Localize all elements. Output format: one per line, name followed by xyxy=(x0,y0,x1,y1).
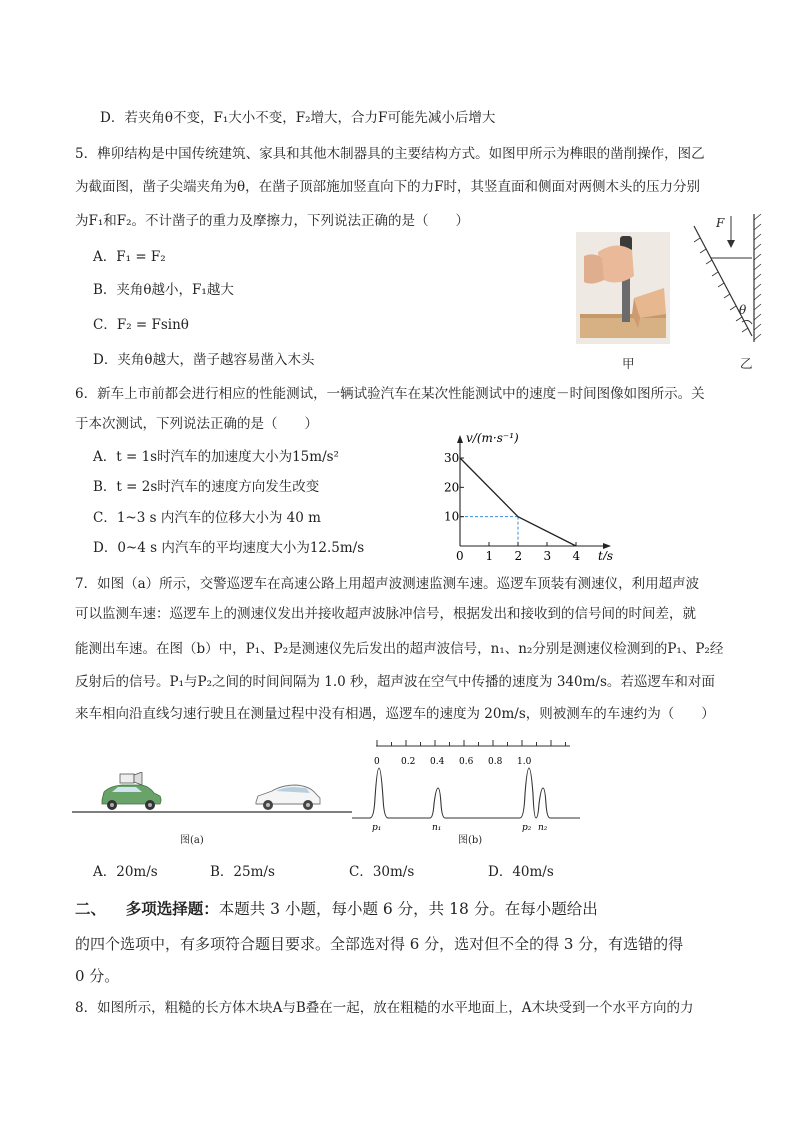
q6-option-a: A．t = 1s时汽车的加速度大小为15m/s² xyxy=(93,449,339,465)
y-tick-label: 10 xyxy=(444,509,460,524)
section-2-heading xyxy=(75,898,598,920)
pulse-label: p₂ xyxy=(522,823,532,833)
fig-jia-label: 甲 xyxy=(622,356,635,371)
q6-option-c: C．1~3 s 内汽车的位移大小为 40 m xyxy=(93,510,321,526)
fig-theta-label: θ xyxy=(739,303,747,317)
cars-on-road-figure xyxy=(72,772,352,820)
figure-a-caption: 图(a) xyxy=(180,835,204,846)
y-axis-label: v/(m·s⁻¹) xyxy=(466,431,519,445)
q7-option-c: C．30m/s xyxy=(349,864,415,880)
scale-label: 0.8 xyxy=(488,757,503,767)
q6-option-b: B．t = 2s时汽车的速度方向发生改变 xyxy=(93,479,320,495)
patrol-car xyxy=(102,772,161,810)
x-axis-label: t/s xyxy=(598,549,614,560)
fig-yi-label: 乙 xyxy=(740,356,753,371)
section-2-title: 多项选择题： xyxy=(125,899,219,918)
q6-stem-line-2: 于本次测试，下列说法正确的是（ ） xyxy=(75,416,318,432)
pulse-label: n₁ xyxy=(432,823,442,833)
q7-stem-line-1: 7．如图（a）所示，交警巡逻车在高速公路上用超声波测速监测车速。巡逻车顶装有测速仪，利用超声波 xyxy=(75,576,700,592)
chisel-photo-figure xyxy=(576,232,670,344)
y-tick-label: 20 xyxy=(444,480,460,495)
x-tick-label: 2 xyxy=(514,549,523,560)
figure-b-caption: 图(b) xyxy=(458,835,483,846)
q5-stem-line-3: 为F₁和F₂。不计凿子的重力及摩擦力，下列说法正确的是（ ） xyxy=(75,213,470,229)
q5-option-a: A．F₁ = F₂ xyxy=(93,249,166,265)
q7-stem-line-2: 可以监测车速：巡逻车上的测速仪发出并接收超声波脉冲信号，根据发出和接收到的信号间的时间差，就 xyxy=(75,606,696,622)
scale-label: 1.0 xyxy=(517,757,532,767)
q7-option-a: A．20m/s xyxy=(93,864,158,880)
y-tick-label: 30 xyxy=(444,451,460,465)
x-tick-label: 1 xyxy=(485,549,494,560)
chisel-cross-section-figure xyxy=(686,212,766,364)
velocity-time-chart xyxy=(436,424,626,560)
signal-trace xyxy=(352,768,580,818)
x-tick-label: 4 xyxy=(572,549,581,560)
section-2-line-3: 0 分。 xyxy=(75,967,120,985)
x-tick-label: 0 xyxy=(456,549,464,560)
section-2-number: 二、 xyxy=(75,899,107,918)
pulse-label: n₂ xyxy=(538,823,548,833)
q4-option-d: D．若夹角θ不变，F₁大小不变，F₂增大，合力F可能先减小后增大 xyxy=(100,110,496,126)
section-2-instructions: 本题共 3 小题，每小题 6 分，共 18 分。在每小题给出 xyxy=(218,900,598,918)
q8-stem-line-1: 8．如图所示，粗糙的长方体木块A与B叠在一起，放在粗糙的水平地面上，A木块受到一个水平方向的力 xyxy=(75,1000,694,1016)
fig-force-f-label: F xyxy=(716,216,725,230)
q5-stem-line-2: 为截面图，凿子尖端夹角为θ，在凿子顶部施加竖直向下的力F时，其竖直面和侧面对两侧木头的压力分别 xyxy=(75,179,700,195)
q5-option-d: D．夹角θ越大，凿子越容易凿入木头 xyxy=(93,352,315,368)
scale-label: 0.4 xyxy=(430,757,445,767)
q7-option-b: B．25m/s xyxy=(210,864,275,880)
scale-label: 0 xyxy=(374,757,380,767)
scale-label: 0.6 xyxy=(459,757,474,767)
q7-option-d: D．40m/s xyxy=(488,864,554,880)
scale-label: 0.2 xyxy=(401,757,416,767)
oncoming-car xyxy=(256,785,320,810)
q5-option-b: B．夹角θ越小，F₁越大 xyxy=(93,282,234,298)
y-axis-arrow xyxy=(457,435,463,443)
x-tick-label: 3 xyxy=(543,549,552,560)
section-2-line-2: 的四个选项中，有多项符合题目要求。全部选对得 6 分，选对但不全的得 3 分，有选错的得 xyxy=(75,935,684,953)
q6-option-d: D．0~4 s 内汽车的平均速度大小为12.5m/s xyxy=(93,540,365,556)
ultrasonic-signal-figure xyxy=(352,738,582,834)
q6-stem-line-1: 6．新车上市前都会进行相应的性能测试，一辆试验汽车在某次性能测试中的速度－时间图像如图所示。关 xyxy=(75,386,705,402)
q7-stem-line-4: 反射后的信号。P₁与P₂之间的时间间隔为 1.0 秒，超声波在空气中传播的速度为 340m/s。若巡逻车和对面 xyxy=(75,674,715,690)
q7-stem-line-3: 能测出车速。在图（b）中，P₁、P₂是测速仪先后发出的超声波信号，n₁、n₂分别是测速仪检测到的P₁、P₂经 xyxy=(75,641,724,657)
q5-option-c: C．F₂ = Fsinθ xyxy=(93,317,189,333)
q5-stem-line-1: 5．榫卯结构是中国传统建筑、家具和其他木制器具的主要结构方式。如图甲所示为榫眼的凿削操作，图乙 xyxy=(75,146,705,162)
pulse-label: p₁ xyxy=(372,823,382,833)
q7-stem-line-5: 来车相向沿直线匀速行驶且在测量过程中没有相遇，巡逻车的速度为 20m/s，则被测车的车速约为（ ） xyxy=(75,706,715,722)
